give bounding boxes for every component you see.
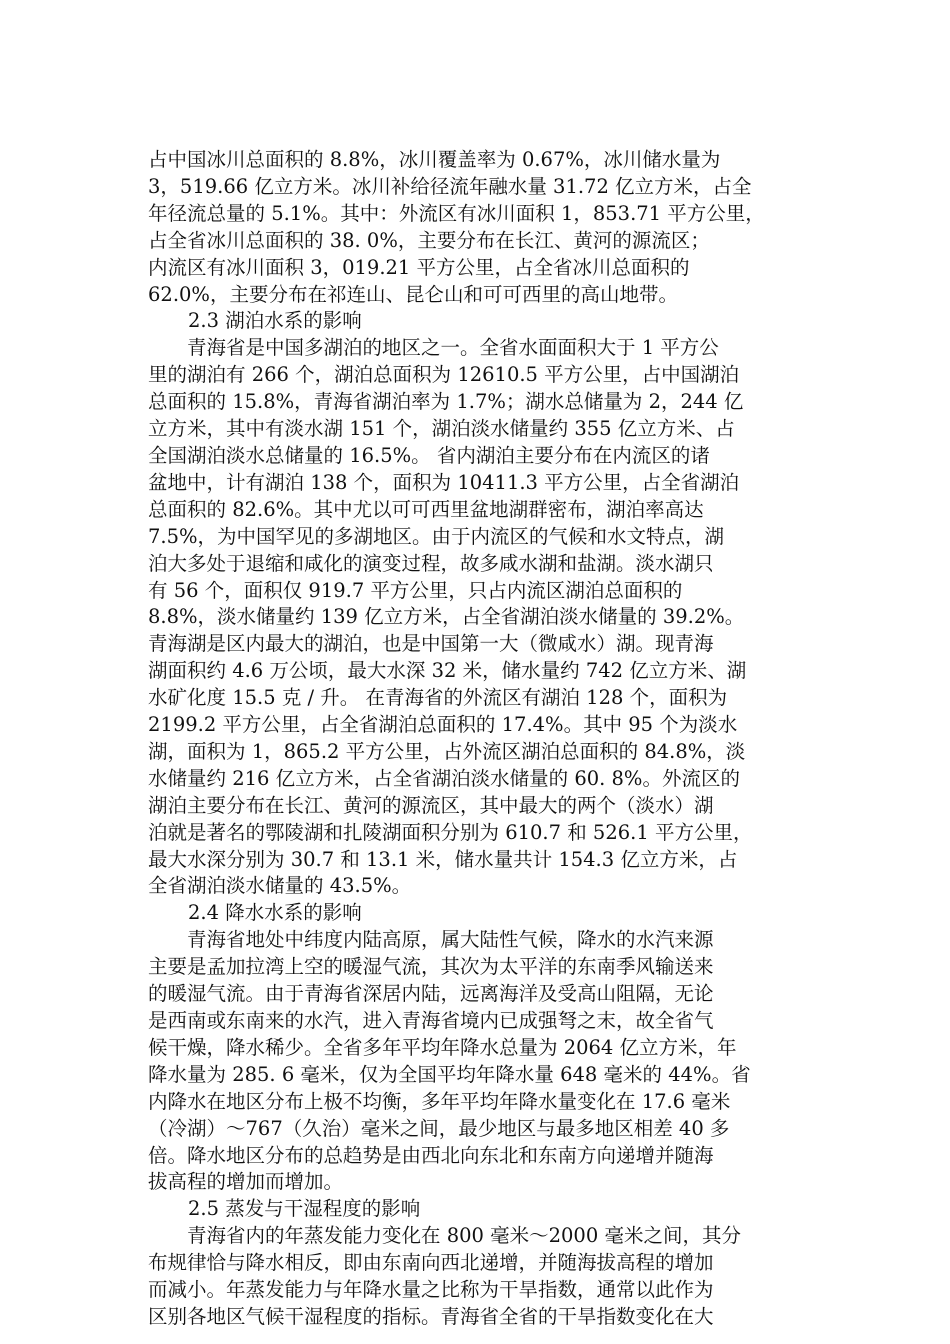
paragraph <box>148 147 808 308</box>
paragraph <box>148 1223 808 1331</box>
text-line: 主要是孟加拉湾上空的暖湿气流，其次为太平洋的东南季风输送来 <box>148 955 714 979</box>
text-line: 候干燥，降水稀少。全省多年平均年降水总量为 2064 亿立方米，年 <box>148 1035 737 1059</box>
text-line: 7.5%，为中国罕见的多湖地区。由于内流区的气候和水文特点，湖 <box>148 524 725 548</box>
text-line: 62.0%，主要分布在祁连山、昆仑山和可可西里的高山地带。 <box>148 282 678 306</box>
text-line: 有 56 个，面积仅 919.7 平方公里，只占内流区湖泊总面积的 <box>148 578 683 602</box>
text-line: 总面积的 82.6%。其中尤以可可西里盆地湖群密布，湖泊率高达 <box>148 497 704 521</box>
text-line: 倍。降水地区分布的总趋势是由西北向东北和东南方向递增并随海 <box>148 1143 714 1167</box>
text-line: 8.8%，淡水储量约 139 亿立方米，占全省湖泊淡水储量的 39.2%。 <box>148 605 745 629</box>
text-line: 是西南或东南来的水汽，进入青海省境内已成强弩之末，故全省气 <box>148 1009 714 1032</box>
text-line: 内流区有冰川面积 3，019.21 平方公里，占全省冰川总面积的 <box>148 255 690 279</box>
text-line: 青海湖是区内最大的湖泊，也是中国第一大（微咸水）湖。现青海 <box>148 632 714 656</box>
text-line: 立方米，其中有淡水湖 151 个，湖泊淡水储量约 355 亿立方米、占 <box>148 417 735 441</box>
text-line: 占全省冰川总面积的 38. 0%，主要分布在长江、黄河的源流区； <box>148 228 710 252</box>
paragraph <box>148 335 808 900</box>
text-line: 年径流总量的 5.1%。其中：外流区有冰川面积 1，853.71 平方公里， <box>148 201 765 225</box>
document-body <box>148 147 808 1331</box>
text-line: （冷湖）～767（久治）毫米之间，最少地区与最多地区相差 40 多 <box>148 1116 730 1140</box>
paragraph <box>148 927 808 1196</box>
text-line: 布规律恰与降水相反，即由东南向西北递增，并随海拔高程的增加 <box>148 1251 714 1275</box>
section-heading: 2.3 湖泊水系的影响 <box>188 309 362 333</box>
text-line: 全国湖泊淡水总储量的 16.5%。 省内湖泊主要分布在内流区的诸 <box>148 443 710 467</box>
text-line: 2199.2 平方公里，占全省湖泊总面积的 17.4%。其中 95 个为淡水 <box>148 713 738 737</box>
text-line: 水矿化度 15.5 克 / 升。 在青海省的外流区有湖泊 128 个，面积为 <box>148 686 728 710</box>
text-line: 内降水在地区分布上极不均衡，多年平均年降水量变化在 17.6 毫米 <box>148 1089 731 1113</box>
text-line: 青海省是中国多湖泊的地区之一。全省水面面积大于 1 平方公 <box>148 336 719 360</box>
text-line: 降水量为 285. 6 毫米，仅为全国平均年降水量 648 毫米的 44%。省 <box>148 1062 751 1086</box>
text-line: 全省湖泊淡水储量的 43.5%。 <box>148 874 412 898</box>
text-line: 占中国冰川总面积的 8.8%，冰川覆盖率为 0.67%，冰川储水量为 <box>148 148 721 171</box>
text-line: 湖泊主要分布在长江、黄河的源流区，其中最大的两个（淡水）湖 <box>148 793 714 817</box>
text-line: 而减小。年蒸发能力与年降水量之比称为干旱指数，通常以此作为 <box>148 1278 714 1302</box>
section-heading: 2.5 蒸发与干湿程度的影响 <box>188 1197 421 1221</box>
text-line: 总面积的 15.8%，青海省湖泊率为 1.7%；湖水总储量为 2，244 亿 <box>148 390 744 414</box>
text-line: 泊大多处于退缩和咸化的演变过程，故多咸水湖和盐湖。淡水湖只 <box>148 551 714 575</box>
text-line: 拔高程的增加而增加。 <box>148 1170 344 1194</box>
text-line: 泊就是著名的鄂陵湖和扎陵湖面积分别为 610.7 和 526.1 平方公里， <box>148 820 753 844</box>
text-line: 里的湖泊有 266 个，湖泊总面积为 12610.5 平方公里，占中国湖泊 <box>148 363 740 387</box>
text-line: 水储量约 216 亿立方米，占全省湖泊淡水储量的 60. 8%。外流区的 <box>148 766 740 790</box>
section-heading: 2.4 降水水系的影响 <box>188 901 362 925</box>
text-line: 青海省地处中纬度内陆高原，属大陆性气候，降水的水汽来源 <box>148 928 714 952</box>
text-line: 湖面积约 4.6 万公顷，最大水深 32 米，储水量约 742 亿立方米、湖 <box>148 659 747 683</box>
text-line: 的暖湿气流。由于青海省深居内陆，远离海洋及受高山阻隔，无论 <box>148 982 714 1006</box>
text-line: 最大水深分别为 30.7 和 13.1 米，储水量共计 154.3 亿立方米，占 <box>148 847 738 871</box>
text-line: 盆地中，计有湖泊 138 个，面积为 10411.3 平方公里，占全省湖泊 <box>148 470 740 494</box>
text-line: 区别各地区气候干湿程度的指标。青海省全省的干旱指数变化在大 <box>148 1304 714 1328</box>
text-line: 湖，面积为 1，865.2 平方公里，占外流区湖泊总面积的 84.8%，淡 <box>148 739 746 763</box>
text-line: 青海省内的年蒸发能力变化在 800 毫米～2000 毫米之间，其分 <box>148 1224 741 1248</box>
text-line: 3，519.66 亿立方米。冰川补给径流年融水量 31.72 亿立方米，占全 <box>148 174 752 198</box>
